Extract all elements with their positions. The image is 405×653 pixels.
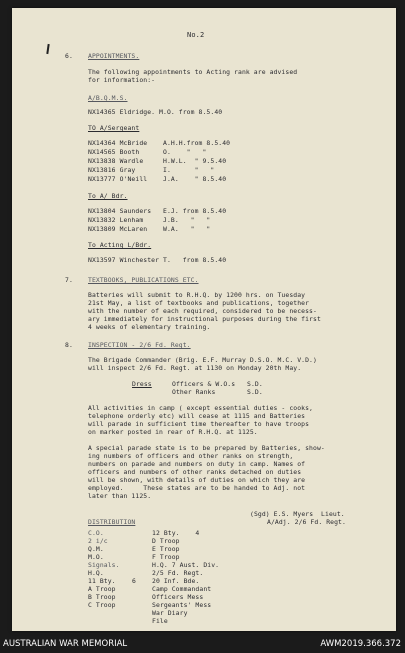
- para8-line: later than 1125.: [88, 492, 152, 500]
- para7-line: Batteries will submit to R.H.Q. by 1200 hrs. on Tuesday: [88, 291, 306, 299]
- distribution-left-item: A Troop: [88, 585, 116, 593]
- para7-heading: TEXTBOOKS, PUBLICATIONS ETC.: [88, 276, 199, 284]
- para7-line: 4 weeks of elementary training.: [88, 323, 211, 331]
- signature-title: A/Adj. 2/6 Fd. Regt.: [267, 518, 346, 526]
- distribution-right-item: 12 Bty. 4: [152, 529, 200, 537]
- distribution-left-item: H.Q.: [88, 569, 104, 577]
- bdr-row: NX13832 Lenham J.B. " ": [88, 216, 211, 224]
- distribution-left-item: M.O.: [88, 553, 104, 561]
- footer-accession-number: AWM2019.366.372: [320, 639, 401, 649]
- signature-name: (Sgd) E.S. Myers Lieut.: [250, 510, 345, 518]
- dress-line: Other Ranks S.D.: [172, 388, 263, 396]
- ab-heading: A/B.Q.M.S.: [88, 94, 128, 102]
- para8-line: All activities in camp ( except essential duties - cooks,: [88, 404, 314, 412]
- sgt-row: NX14565 Booth O. " ": [88, 148, 207, 156]
- para8-line: ing numbers of officers and other ranks on strength,: [88, 452, 294, 460]
- distribution-right-item: Sergeants' Mess: [152, 601, 212, 609]
- sgt-row: NX13777 O'Neill J.A. " 8.5.40: [88, 175, 227, 183]
- para7-number: 7.: [65, 276, 73, 284]
- para8-line: The Brigade Commander (Brig. E.F. Murray D.S.O. M.C. V.D.): [88, 356, 317, 364]
- para7-line: 21st May, a list of textbooks and publications, together: [88, 299, 310, 307]
- distribution-left-item: B Troop: [88, 593, 116, 601]
- page-number: No.2: [187, 31, 205, 39]
- para6-intro-1: The following appointments to Acting rank are advised: [88, 68, 298, 76]
- ab-row: NX14365 Eldridge. M.O. from 8.5.40: [88, 108, 223, 116]
- bdr-row: NX13804 Saunders E.J. from 8.5.40: [88, 207, 227, 215]
- distribution-right-item: File: [152, 617, 168, 625]
- para8-line: employed. These states are to be handed to Adj. not: [88, 484, 306, 492]
- distribution-right-item: 2/5 Fd. Regt.: [152, 569, 204, 577]
- para8-number: 8.: [65, 341, 73, 349]
- dress-label: Dress: [132, 380, 152, 388]
- distribution-right-item: War Diary: [152, 609, 188, 617]
- distribution-left-item: 2 i/c: [88, 537, 108, 545]
- para8-line: A special parade state is to be prepared by Batteries, show-: [88, 444, 325, 452]
- dress-line: Officers & W.O.s S.D.: [172, 380, 263, 388]
- sgt-row: NX13838 Wardle H.W.L. " 9.5.40: [88, 157, 227, 165]
- distribution-left-item: Signals.: [88, 561, 120, 569]
- distribution-right-item: Officers Mess: [152, 593, 204, 601]
- para7-line: with the number of each required, considered to be necess-: [88, 307, 317, 315]
- bdr-heading: To A/ Bdr.: [88, 192, 128, 200]
- sgt-row: NX14364 McBride A.H.H.from 8.5.40: [88, 139, 231, 147]
- para6-intro-2: for information:-: [88, 76, 156, 84]
- distribution-left-item: C Troop: [88, 601, 116, 609]
- lbdr-row: NX13597 Winchester T. from 8.5.40: [88, 256, 227, 264]
- distribution-right-item: Camp Commandant: [152, 585, 212, 593]
- sgt-heading: TO A/Sergeant: [88, 124, 140, 132]
- bdr-row: NX13809 McLaren W.A. " ": [88, 225, 211, 233]
- para8-line: telephone orderly etc) will cease at 1115 and Batteries: [88, 412, 306, 420]
- para6-heading: APPOINTMENTS.: [88, 52, 140, 60]
- sgt-row: NX13816 Gray I. " ": [88, 166, 215, 174]
- distribution-right-item: F Troop: [152, 553, 180, 561]
- distribution-left-item: Q.M.: [88, 545, 104, 553]
- para8-line: will parade in sufficient time thereafter to have troops: [88, 420, 310, 428]
- distribution-right-item: E Troop: [152, 545, 180, 553]
- margin-mark: [46, 44, 49, 54]
- para8-line: will be shown, with details of duties on which they are: [88, 476, 306, 484]
- distribution-heading: DISTRIBUTION: [88, 518, 136, 526]
- distribution-left-item: C.O.: [88, 529, 104, 537]
- para6-number: 6.: [65, 52, 73, 60]
- distribution-right-item: 20 Inf. Bde.: [152, 577, 200, 585]
- footer-institution: AUSTRALIAN WAR MEMORIAL: [3, 639, 128, 649]
- para8-line: officers and numbers of other ranks detached on duties: [88, 468, 302, 476]
- distribution-left-item: 11 Bty.: [88, 577, 116, 585]
- distribution-right-item: D Troop: [152, 537, 180, 545]
- distribution-right-item: H.Q. 7 Aust. Div.: [152, 561, 220, 569]
- lbdr-heading: To Acting L/Bdr.: [88, 241, 152, 249]
- para7-line: ary immediately for instructional purposes during the first: [88, 315, 321, 323]
- document-page: [12, 8, 396, 631]
- para8-line: will inspect 2/6 Fd. Regt. at 1130 on Monday 20th May.: [88, 364, 302, 372]
- para8-heading: INSPECTION - 2/6 Fd. Regt.: [88, 341, 191, 349]
- para8-line: numbers on parade and numbers on duty in camp. Names of: [88, 460, 306, 468]
- distribution-mid-number: 6: [132, 577, 136, 585]
- para8-line: on marker posted in rear of R.H.Q. at 1125.: [88, 428, 258, 436]
- archive-footer: [0, 636, 405, 653]
